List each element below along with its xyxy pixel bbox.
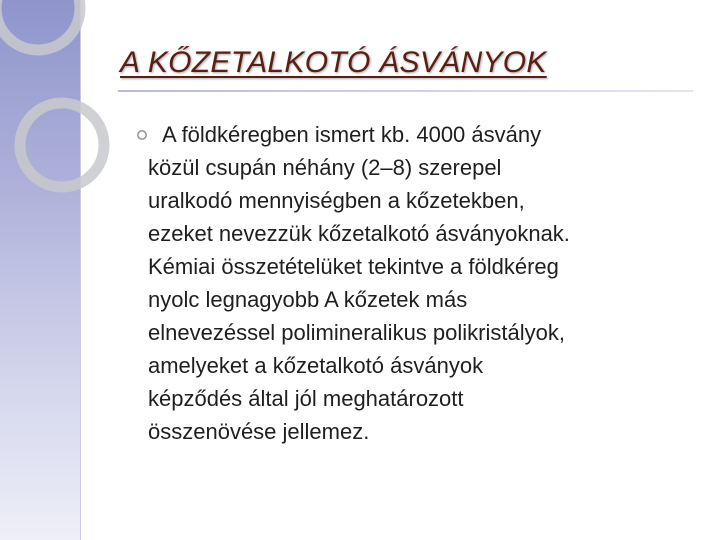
slide-title: A KŐZETALKOTÓ ÁSVÁNYOK [120,46,547,79]
body-line: A földkéregben ismert kb. 4000 ásvány [162,122,542,147]
body-line: Kémiai összetételüket tekintve a földkéreg [148,254,559,279]
body-line: képződés által jól meghatározott [148,386,464,411]
slide-body [148,118,704,448]
body-line: ezeket nevezzük kőzetalkotó ásványoknak. [148,221,570,246]
body-line: közül csupán néhány (2–8) szerepel [148,155,502,180]
title-rule [118,90,693,92]
decorative-rings-icon [0,0,110,210]
body-line: összenövése jellemez. [148,419,370,444]
body-line: elnevezéssel polimineralikus polikristályok, [148,320,565,345]
body-line: uralkodó mennyiségben a kőzetekben, [148,188,525,213]
body-line: amelyeket a kőzetalkotó ásványok [148,353,484,378]
hollow-circle-bullet-icon [136,129,148,141]
body-line: nyolc legnagyobb A kőzetek más [148,287,468,312]
